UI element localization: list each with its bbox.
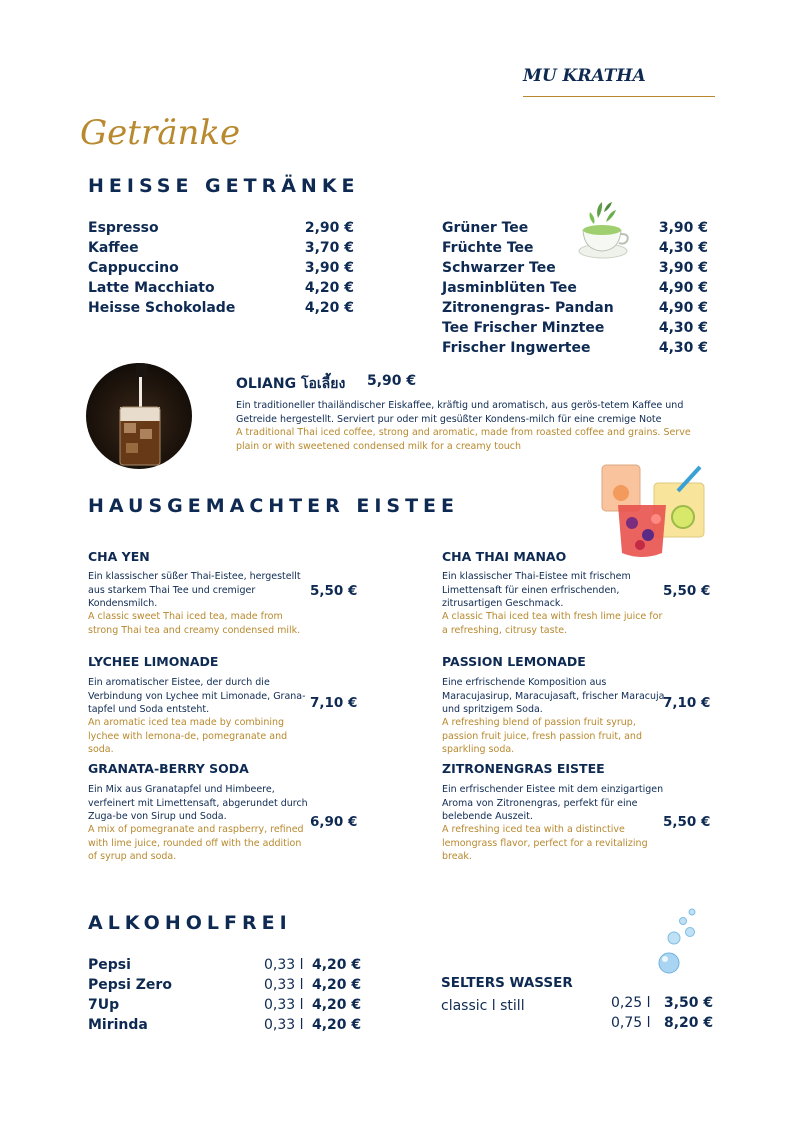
drink-price: 4,20 € — [312, 1017, 362, 1033]
brand-name: MU KRATHA — [523, 66, 646, 86]
oliang-price: 5,90 € — [367, 373, 417, 389]
drink-desc-en: A refreshing blend of passion fruit syrup, passion fruit juice, fresh passion fruit, and sparkling soda. — [442, 717, 642, 755]
item-name: Schwarzer Tee — [442, 260, 556, 276]
selters-name: SELTERS WASSER — [441, 975, 573, 991]
drink-price: 4,20 € — [312, 957, 362, 973]
selters-size: 0,75 l — [611, 1015, 651, 1031]
item-name: Cappuccino — [88, 260, 179, 276]
item-name: Kaffee — [88, 240, 139, 256]
drink-desc-en: A refreshing iced tea with a distinctive lemongrass flavor, perfect for a revitalizing break. — [442, 824, 648, 862]
menu-item — [88, 238, 354, 258]
oliang-desc-de: Ein traditioneller thailändischer Eiskaffee, kräftig und aromatisch, aus gerös-tetem Kaffee und Getreide hergestellt. Serviert pur oder mit gesüßter Kondens-milch für eine cremige Note — [236, 400, 684, 425]
alcohol-free-title: ALKOHOLFREI — [88, 912, 292, 934]
item-price: 4,90 € — [658, 280, 708, 296]
menu-item — [88, 278, 354, 298]
menu-item — [88, 258, 354, 278]
drink-name: ZITRONENGRAS EISTEE — [442, 761, 605, 776]
drink-desc-de: Eine erfrischende Komposition aus Maracujasirup, Maracujasaft, frischer Maracuja und spritzigem Soda. — [442, 677, 665, 715]
item-price: 4,20 € — [304, 300, 354, 316]
iced-tea-title: HAUSGEMACHTER EISTEE — [88, 495, 460, 517]
item-price: 4,30 € — [658, 240, 708, 256]
selters-price: 3,50 € — [664, 995, 714, 1011]
drink-price: 4,20 € — [312, 997, 362, 1013]
item-name: Espresso — [88, 220, 159, 236]
drink-size: 0,33 l — [264, 957, 304, 973]
menu-item — [442, 238, 708, 258]
item-name: Tee Frischer Minztee — [442, 320, 605, 336]
item-price: 3,90 € — [658, 220, 708, 236]
menu-item — [442, 218, 708, 238]
selters-size: 0,25 l — [611, 995, 651, 1011]
drink-name: GRANATA-BERRY SODA — [88, 761, 249, 776]
item-name: Heisse Schokolade — [88, 300, 236, 316]
item-price: 4,20 € — [304, 280, 354, 296]
drink-name: CHA YEN — [88, 549, 150, 564]
item-name: Frischer Ingwertee — [442, 340, 591, 356]
selters-subtitle: classic l still — [441, 998, 525, 1014]
drink-desc-de: Ein erfrischender Eistee mit dem einzigartigen Aroma von Zitronengras, perfekt für eine belebende Auszeit. — [442, 784, 664, 822]
item-price: 4,30 € — [658, 340, 708, 356]
drink-price: 5,50 € — [663, 583, 711, 599]
item-price: 3,70 € — [304, 240, 354, 256]
item-name: Grüner Tee — [442, 220, 529, 236]
item-price: 4,90 € — [658, 300, 708, 316]
brand-underline — [523, 96, 715, 97]
drink-size: 0,33 l — [264, 997, 304, 1013]
menu-item — [442, 278, 708, 298]
oliang-name: OLIANG โอเลี้ยง — [236, 376, 346, 392]
oliang-photo — [86, 363, 192, 469]
drink-desc-de: Ein aromatischer Eistee, der durch die Verbindung von Lychee mit Limonade, Grana-tapfel und Soda entsteht. — [88, 677, 306, 715]
menu-item — [442, 338, 708, 358]
drink-price: 5,50 € — [310, 583, 358, 599]
bubbles-illustration — [654, 906, 704, 978]
item-name: Jasminblüten Tee — [442, 280, 577, 296]
drink-desc-de: Ein klassischer süßer Thai-Eistee, hergestellt aus starkem Thai Tee und cremiger Kondensmilch. — [88, 571, 301, 609]
page-title: Getränke — [80, 113, 241, 153]
drink-price: 7,10 € — [663, 695, 711, 711]
drink-price: 5,50 € — [663, 814, 711, 830]
menu-item — [88, 218, 354, 238]
item-name: Zitronengras- Pandan — [442, 300, 614, 316]
item-price: 3,90 € — [304, 260, 354, 276]
drink-size: 0,33 l — [264, 977, 304, 993]
drink-price: 4,20 € — [312, 977, 362, 993]
drink-size: 0,33 l — [264, 1017, 304, 1033]
drink-desc-en: A classic Thai iced tea with fresh lime juice for a refreshing, citrusy taste. — [442, 611, 663, 636]
drink-name: Mirinda — [88, 1017, 148, 1033]
iced-drinks-illustration — [596, 461, 712, 563]
drink-name: PASSION LEMONADE — [442, 654, 586, 669]
menu-item — [442, 298, 708, 318]
item-name: Latte Macchiato — [88, 280, 215, 296]
drink-desc-de: Ein klassischer Thai-Eistee mit frischem Limettensaft für einen erfrischenden, zitrusartigen Geschmack. — [442, 571, 631, 609]
drink-desc-en: An aromatic iced tea made by combining lychee with lemona-de, pomegranate and soda. — [88, 717, 288, 755]
menu-item — [442, 318, 708, 338]
drink-desc-en: A mix of pomegranate and raspberry, refined with lime juice, rounded off with the addition of syrup and soda. — [88, 824, 304, 862]
oliang-desc-en: A traditional Thai iced coffee, strong and aromatic, made from roasted coffee and grains. Serve plain or with sweetened condensed milk for a creamy touch — [236, 427, 691, 452]
drink-name: 7Up — [88, 997, 120, 1013]
green-tea-cup-icon — [576, 196, 630, 264]
drink-name: CHA THAI MANAO — [442, 549, 567, 564]
selters-price: 8,20 € — [664, 1015, 714, 1031]
item-name: Früchte Tee — [442, 240, 534, 256]
menu-item — [442, 258, 708, 278]
item-price: 3,90 € — [658, 260, 708, 276]
drink-price: 7,10 € — [310, 695, 358, 711]
drink-name: LYCHEE LIMONADE — [88, 654, 219, 669]
item-price: 4,30 € — [658, 320, 708, 336]
hot-drinks-title: HEISSE GETRÄNKE — [88, 175, 360, 197]
drink-name: Pepsi Zero — [88, 977, 172, 993]
drink-desc-en: A classic sweet Thai iced tea, made from strong Thai tea and creamy condensed milk. — [88, 611, 301, 636]
menu-item — [88, 298, 354, 318]
drink-desc-de: Ein Mix aus Granatapfel und Himbeere, verfeinert mit Limettensaft, abgerundet durch Zuga-be von Sirup und Soda. — [88, 784, 308, 822]
drink-price: 6,90 € — [310, 814, 358, 830]
item-price: 2,90 € — [304, 220, 354, 236]
drink-name: Pepsi — [88, 957, 131, 973]
